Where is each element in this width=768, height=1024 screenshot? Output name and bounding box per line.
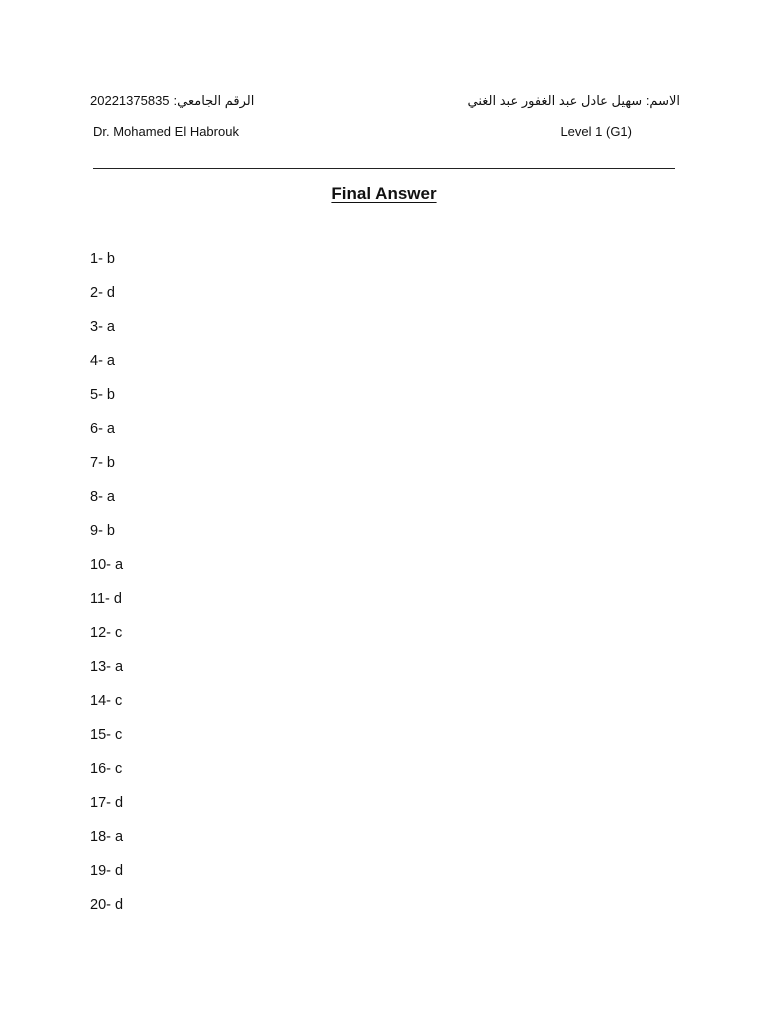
answer-item: 3- a [90,319,115,335]
page-title-text: Final Answer [331,184,437,203]
doctor-name: Dr. Mohamed El Habrouk [93,124,239,139]
course-info-row [90,124,680,139]
student-id-label: الرقم الجامعي: [173,93,255,108]
answer-item: 7- b [90,455,115,471]
answer-item: 19- d [90,863,124,879]
answer-item: 15- c [90,727,123,743]
level-label: Level 1 (G1) [560,124,632,139]
answer-item: 11- d [90,591,122,607]
answer-item: 12- c [90,625,123,641]
answer-item: 4- a [90,353,115,369]
answer-item: 1- b [90,251,115,267]
answer-item: 9- b [90,523,115,539]
student-id [90,93,254,109]
student-id-value: 20221375835 [90,93,170,108]
answer-item: 20- d [90,897,124,913]
student-name: الاسم: سهيل عادل عبد الغفور عبد الغني [467,93,680,108]
answer-item: 17- d [90,795,124,811]
answer-item: 5- b [90,387,115,403]
answer-item: 6- a [90,421,115,437]
header-divider [93,168,675,169]
student-info-row [90,93,680,109]
answer-item: 2- d [90,285,115,301]
answer-list [90,250,123,930]
answer-item: 18- a [90,829,124,845]
answer-item: 8- a [90,489,115,505]
answer-item: 10- a [90,557,124,573]
page-title [0,184,768,204]
answer-item: 16- c [90,761,123,777]
answer-item: 14- c [90,693,123,709]
answer-item: 13- a [90,659,124,675]
